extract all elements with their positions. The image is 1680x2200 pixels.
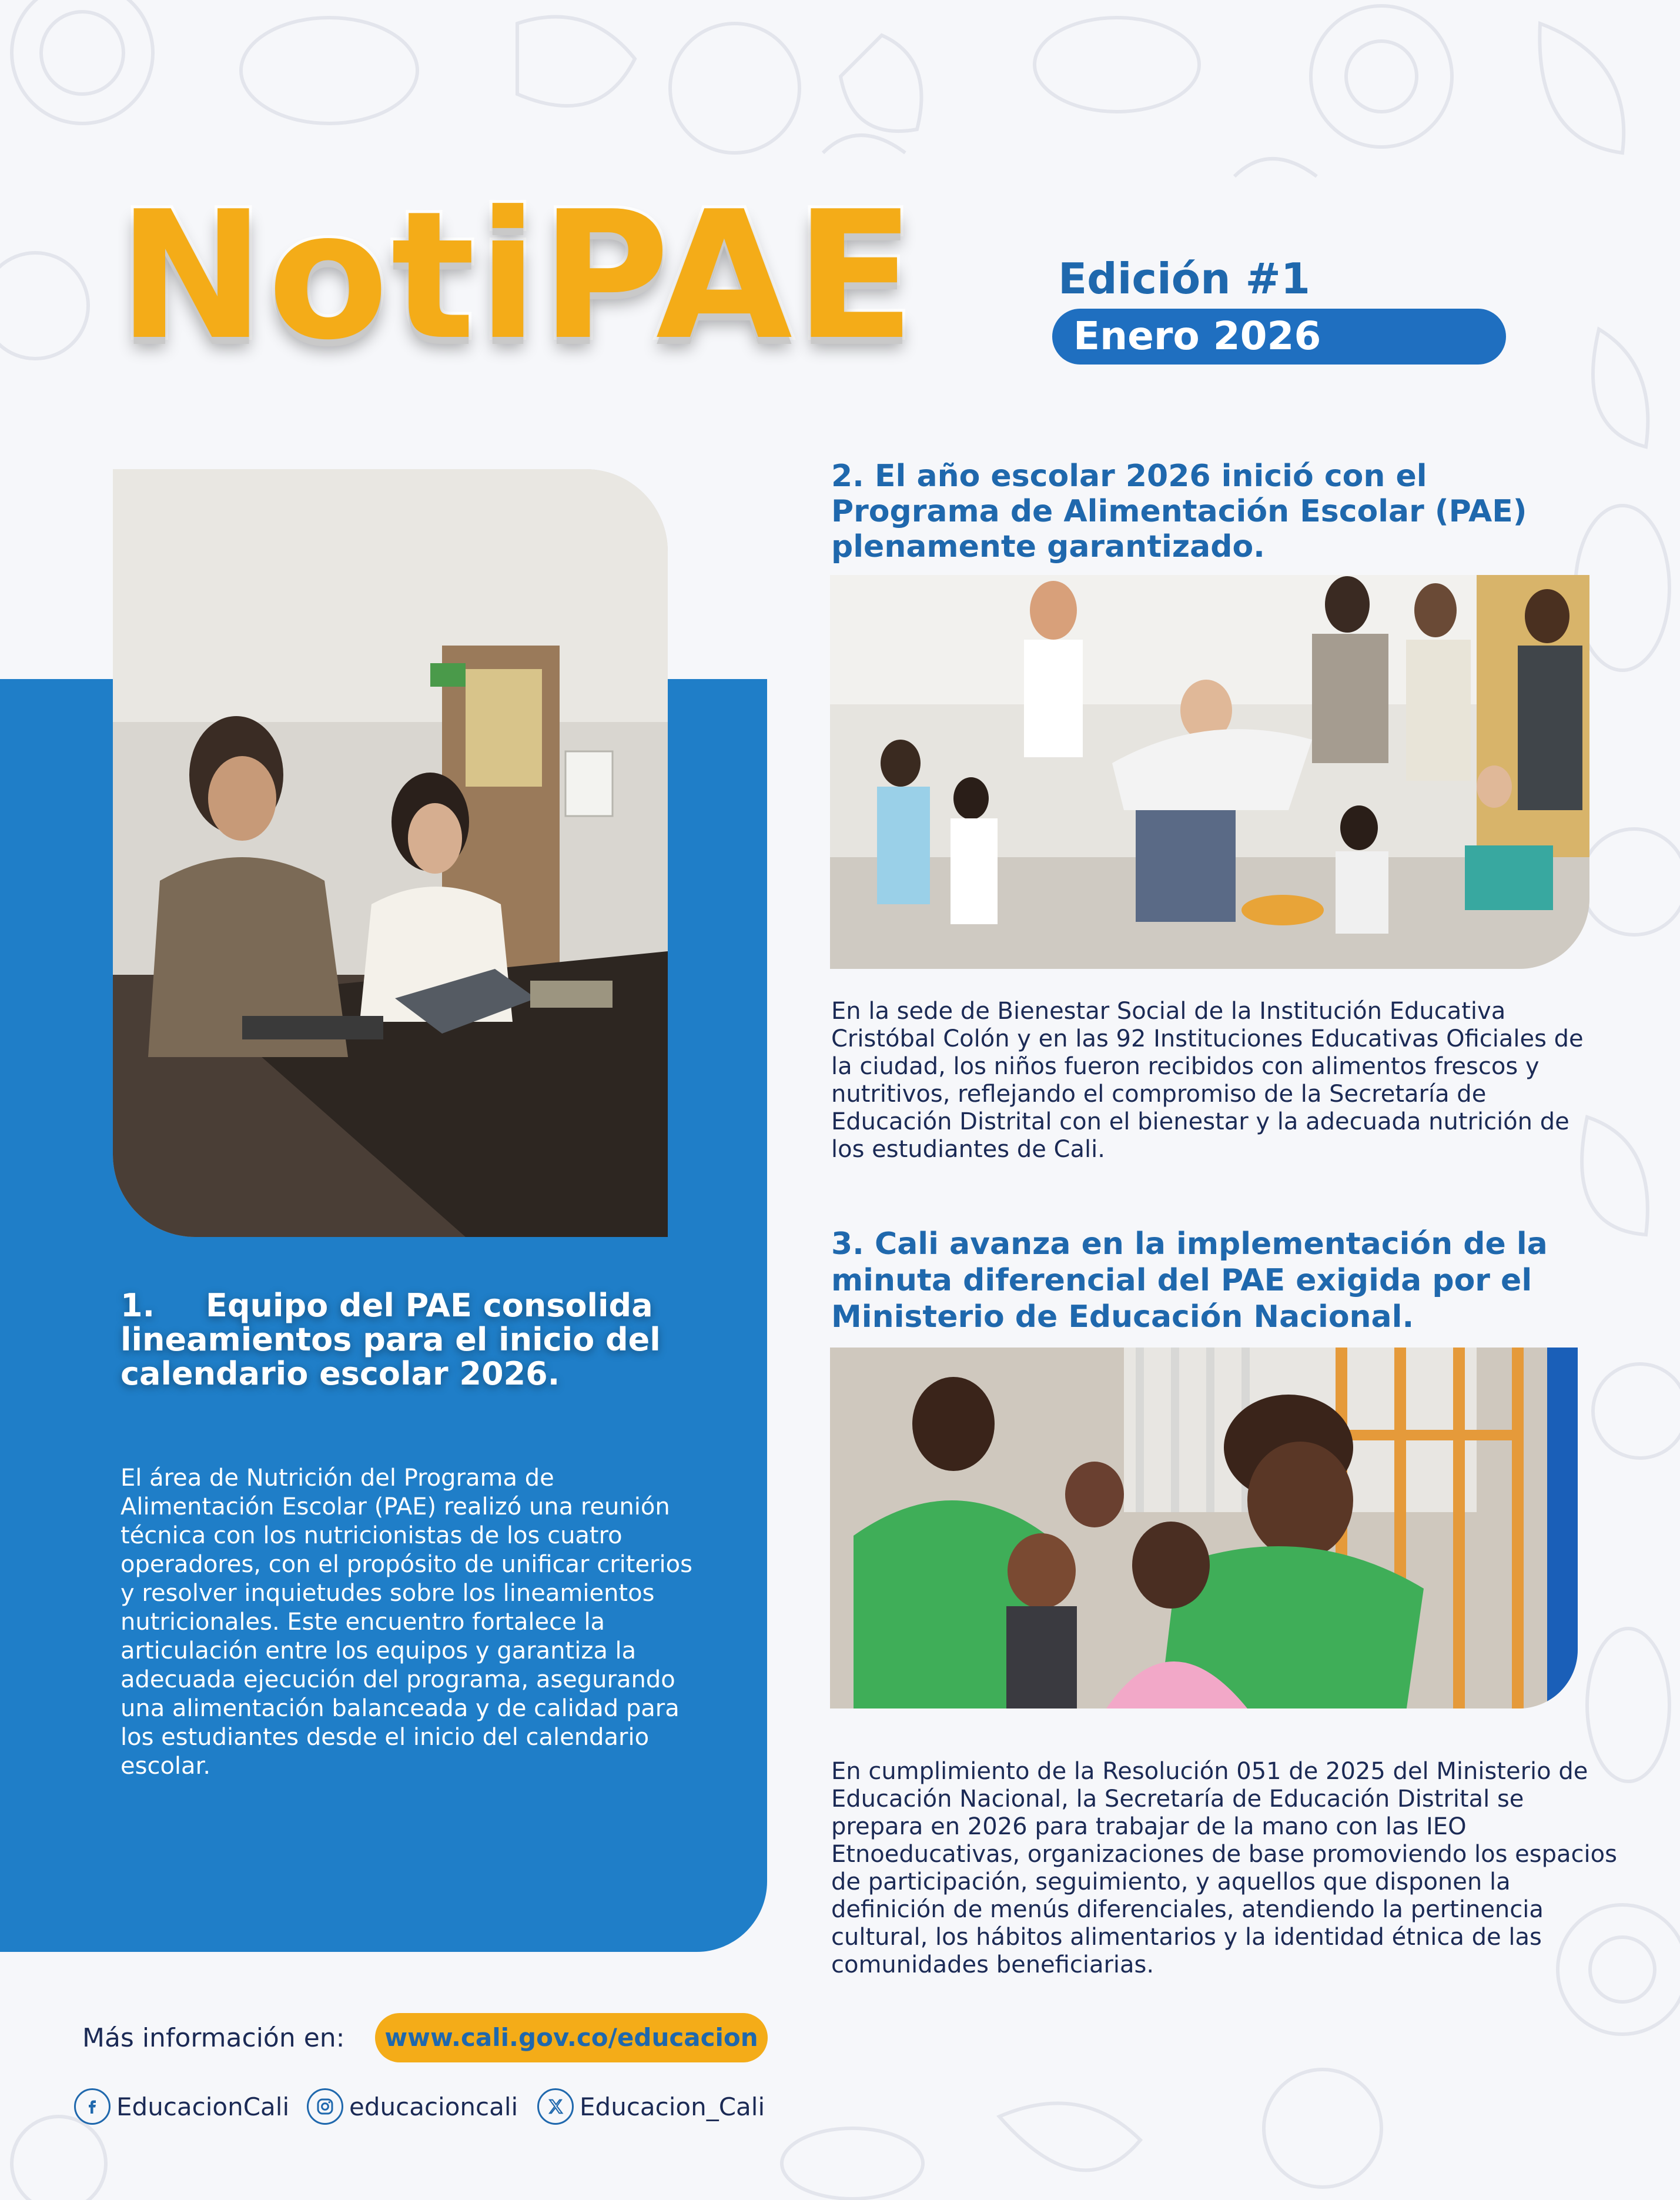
edition-date-label: Enero 2026: [1073, 313, 1321, 359]
x-icon: [537, 2088, 574, 2125]
section1-body: El área de Nutrición del Programa de Alimentación Escolar (PAE) realizó una reunión técnica con los nutricionistas de los cuatro operadores, con el propósito de unificar criterios y resolver inquietudes sobre los lineamientos nutricionales. Este encuentro fortalece la articulación entre los equipos y garantiza la adecuada ejecución del programa, asegurando una alimentación balanceada y de calidad para los estudiantes desde el inicio del calendario escolar.: [121, 1465, 692, 1780]
section1-number: 1.: [121, 1287, 155, 1324]
section3-heading: 3. Cali avanza en la implementación de la minuta diferencial del PAE exigida por el Ministerio de Educación Nacional.: [831, 1226, 1548, 1335]
school-lunch-photo: [830, 575, 1589, 969]
section2-body: En la sede de Bienestar Social de la Institución Educativa Cristóbal Colón y en las 92 Instituciones Educativas Oficiales de la ciudad, los niños fueron recibidos con alimentos frescos y nutritivos, reflejando el compromiso de la Secretaría de Educación Distrital con el bienestar y la adecuada nutrición de los estudiantes de Cali.: [831, 998, 1584, 1163]
meeting-photo: [113, 469, 668, 1237]
section1-title: Equipo del PAE consolida lineamientos para el inicio del calendario escolar 2026.: [121, 1287, 661, 1392]
section2-heading: 2. El año escolar 2026 inició con el Programa de Alimentación Escolar (PAE) plenamente garantizado.: [831, 459, 1527, 564]
website-url[interactable]: www.cali.gov.co/educacion: [384, 2023, 758, 2052]
facebook-handle: EducacionCali: [116, 2092, 290, 2121]
social-instagram[interactable]: [307, 2086, 518, 2127]
facebook-icon: [74, 2088, 111, 2125]
section1-heading: [121, 1289, 726, 1391]
section3-body: En cumplimiento de la Resolución 051 de 2025 del Ministerio de Educación Nacional, la Secretaría de Educación Distrital se prepara en 2026 para trabajar de la mano con las IEO Etnoeducativas, organizaciones de base promoviendo los espacios de participación, seguimiento, y aquellos que disponen la definición de menús diferenciales, atendiendo la pertinencia cultural, los hábitos alimentarios y la identidad étnica de las comunidades beneficiarias.: [831, 1758, 1617, 1978]
social-x[interactable]: [537, 2086, 765, 2127]
more-info-label: Más información en:: [82, 2023, 345, 2053]
newsletter-title: NotiPAE: [118, 173, 918, 379]
instagram-icon: [307, 2088, 343, 2125]
website-link[interactable]: [375, 2013, 768, 2062]
edition-date-badge: [1052, 309, 1506, 365]
x-handle: Educacion_Cali: [580, 2092, 765, 2121]
children-greeting-photo: [830, 1348, 1578, 1708]
social-facebook[interactable]: [74, 2086, 289, 2127]
edition-number: Edición #1: [1058, 254, 1310, 303]
instagram-handle: educacioncali: [349, 2092, 518, 2121]
